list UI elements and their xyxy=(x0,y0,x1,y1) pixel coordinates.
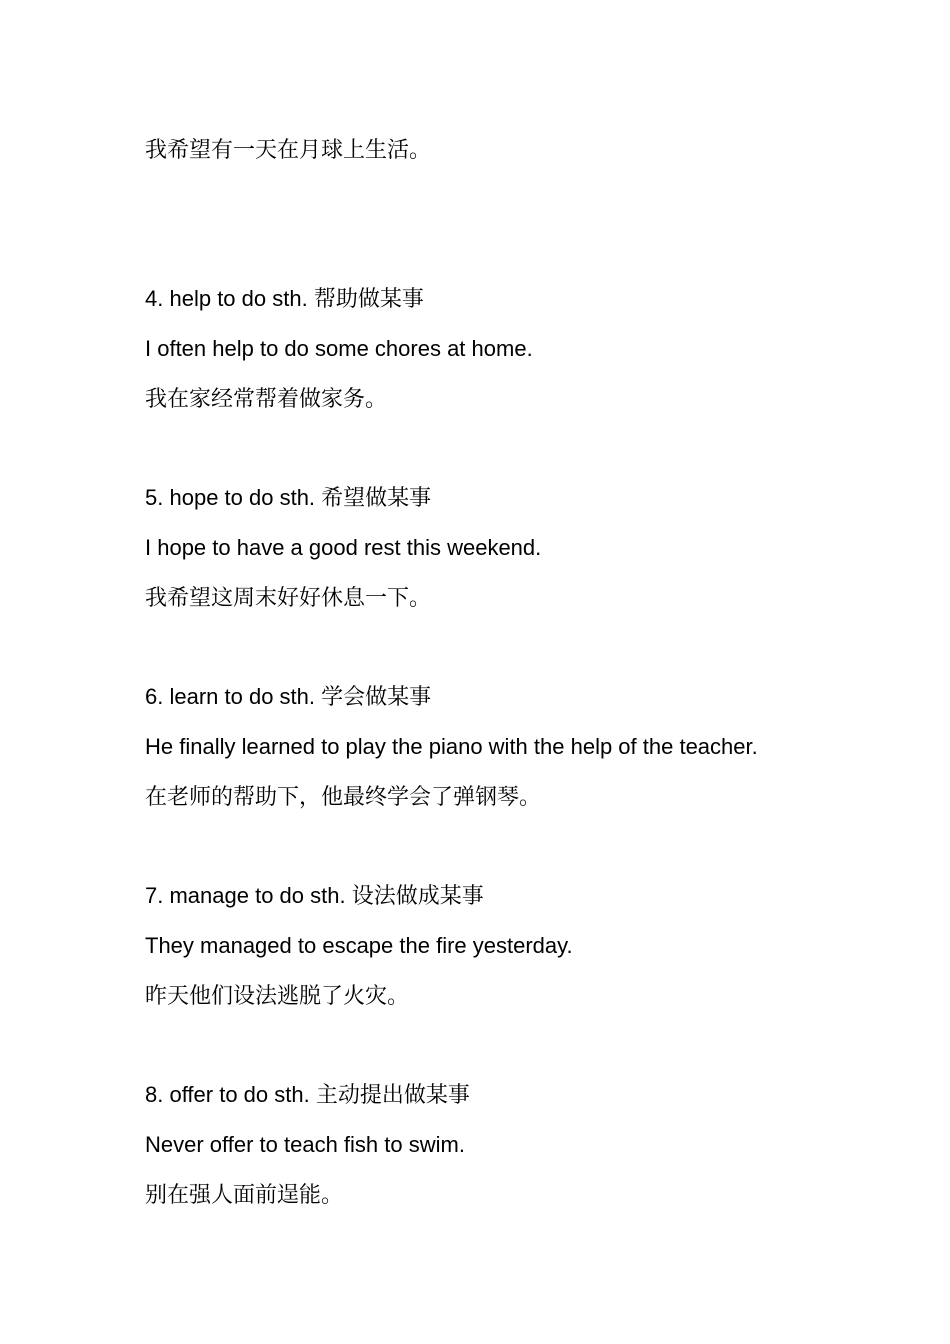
entry-heading-7 xyxy=(145,882,484,911)
example-sentence-en: I often help to do some chores at home. xyxy=(145,336,533,361)
entry-meaning: 学会做某事 xyxy=(321,685,432,710)
example-sentence-cn: 在老师的帮助下，他最终学会了弹钢琴。 xyxy=(145,785,542,810)
entry-number: 6. xyxy=(145,684,164,709)
entry-phrase: help to do sth. xyxy=(169,286,308,311)
example-sentence-cn: 我希望这周末好好休息一下。 xyxy=(145,586,432,611)
entry-phrase: manage to do sth. xyxy=(169,883,346,908)
entry-meaning: 帮助做某事 xyxy=(313,287,424,312)
entry-phrase: offer to do sth. xyxy=(169,1082,310,1107)
entry-heading-4 xyxy=(145,285,424,314)
entry-heading-6 xyxy=(145,683,431,712)
entry-heading-5 xyxy=(145,484,431,513)
example-sentence-cn: 昨天他们设法逃脱了火灾。 xyxy=(145,984,410,1009)
example-sentence-cn: 我在家经常帮着做家务。 xyxy=(145,387,388,412)
entry-number: 5. xyxy=(145,485,164,510)
example-sentence-en: Never offer to teach fish to swim. xyxy=(145,1132,465,1157)
entry-meaning: 主动提出做某事 xyxy=(315,1083,470,1108)
example-sentence-en: They managed to escape the fire yesterday. xyxy=(145,933,573,958)
entry-meaning: 设法做成某事 xyxy=(351,884,484,909)
example-sentence-en: I hope to have a good rest this weekend. xyxy=(145,535,542,560)
entry-number: 8. xyxy=(145,1082,164,1107)
entry-phrase: hope to do sth. xyxy=(169,485,316,510)
entry-meaning: 希望做某事 xyxy=(321,486,432,511)
entry-number: 4. xyxy=(145,286,164,311)
example-sentence-cn: 别在强人面前逞能。 xyxy=(145,1183,344,1208)
intro-translation: 我希望有一天在月球上生活。 xyxy=(145,138,432,163)
entry-heading-8 xyxy=(145,1081,470,1110)
entry-number: 7. xyxy=(145,883,164,908)
example-sentence-en: He finally learned to play the piano with the help of the teacher. xyxy=(145,734,758,759)
entry-phrase: learn to do sth. xyxy=(169,684,316,709)
